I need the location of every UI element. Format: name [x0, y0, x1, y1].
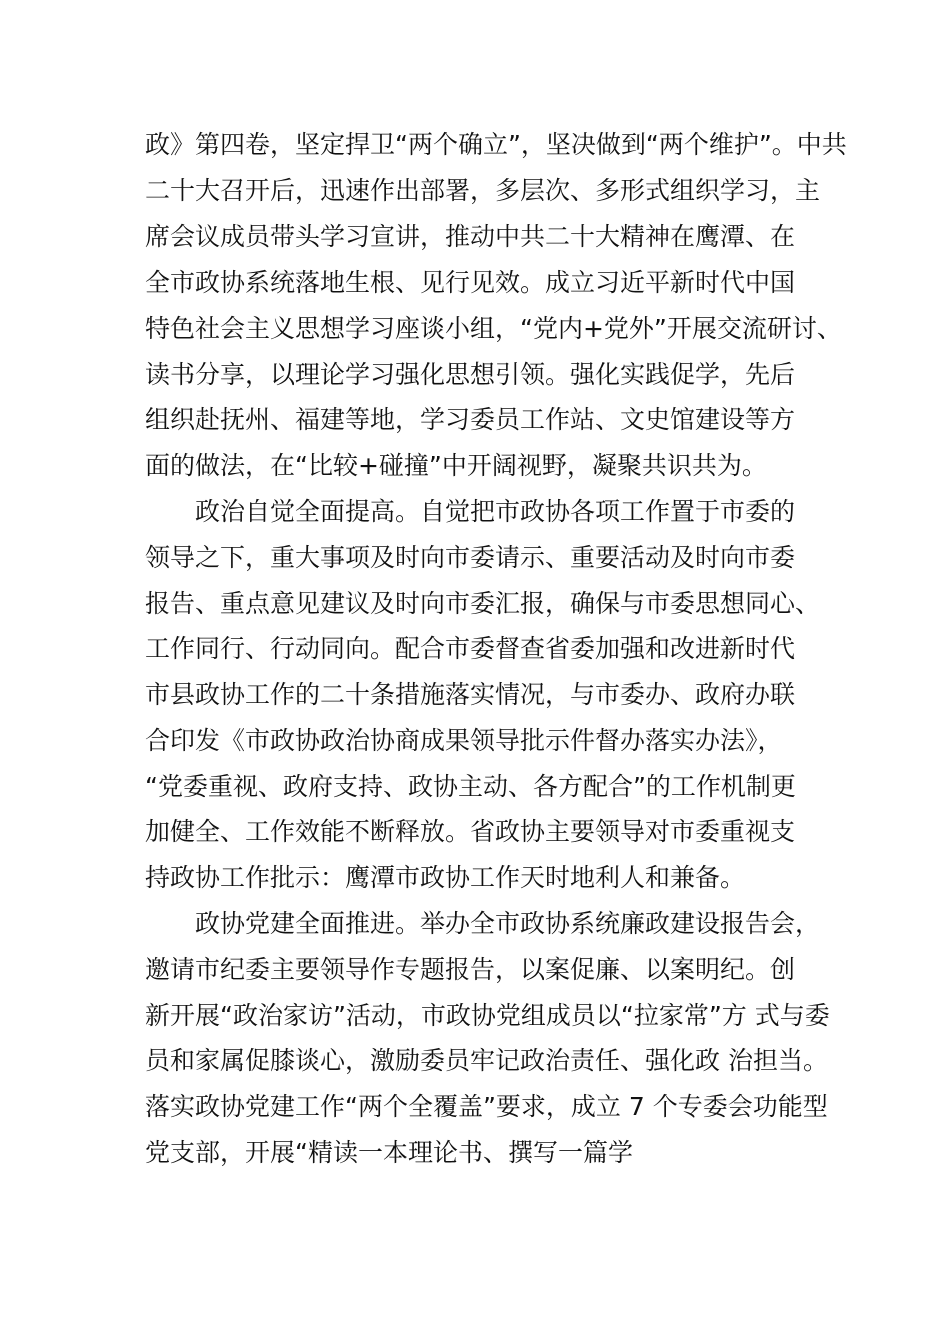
text-line: 特色社会主义思想学习座谈小组，“党内+党外”开展交流研讨、 — [145, 314, 842, 343]
text-line: 员和家属促膝谈心，激励委员牢记政治责任、强化政 治担当。 — [145, 1046, 828, 1075]
text-line: 新开展“政治家访”活动，市政协党组成员以“拉家常”方 式与委 — [145, 1001, 830, 1030]
paragraph-start-line: 政治自觉全面提高。自觉把市政协各项工作置于市委的 — [195, 497, 796, 526]
text-line: 全市政协系统落地生根、见行见效。成立习近平新时代中国 — [145, 268, 796, 297]
text-line: 领导之下，重大事项及时向市委请示、重要活动及时向市委 — [145, 543, 796, 572]
text-line: 持政协工作批示：鹰潭市政协工作天时地利人和兼备。 — [145, 863, 746, 892]
text-line: “党委重视、政府支持、政协主动、各方配合”的工作机制更 — [145, 772, 796, 801]
text-line: 合印发《市政协政治协商成果领导批示件督办落实办法》， — [145, 726, 783, 755]
text-line: 二十大召开后，迅速作出部署，多层次、多形式组织学习，主 — [145, 176, 821, 205]
text-line: 读书分享，以理论学习强化思想引领。强化实践促学，先后 — [145, 360, 796, 389]
text-line: 面的做法，在“比较+碰撞”中开阔视野，凝聚共识共为。 — [145, 451, 767, 480]
text-line: 组织赴抚州、福建等地，学习委员工作站、文史馆建设等方 — [145, 405, 796, 434]
text-line: 市县政协工作的二十条措施落实情况，与市委办、政府办联 — [145, 680, 796, 709]
paragraph-start-line: 政协党建全面推进。举办全市政协系统廉政建设报告会， — [195, 909, 821, 938]
text-line: 政》第四卷，坚定捍卫“两个确立”，坚决做到“两个维护”。中共 — [145, 130, 847, 159]
text-line: 加健全、工作效能不断释放。省政协主要领导对市委重视支 — [145, 817, 796, 846]
text-line: 报告、重点意见建议及时向市委汇报，确保与市委思想同心、 — [145, 589, 821, 618]
text-line: 党支部，开展“精读一本理论书、撰写一篇学 — [145, 1138, 633, 1167]
text-line: 邀请市纪委主要领导作专题报告，以案促廉、以案明纪。创 — [145, 955, 796, 984]
text-line: 席会议成员带头学习宣讲，推动中共二十大精神在鹰潭、在 — [145, 222, 796, 251]
text-line: 工作同行、行动同向。配合市委督查省委加强和改进新时代 — [145, 634, 796, 663]
text-line: 落实政协党建工作“两个全覆盖”要求，成立 7 个专委会功能型 — [145, 1092, 828, 1121]
